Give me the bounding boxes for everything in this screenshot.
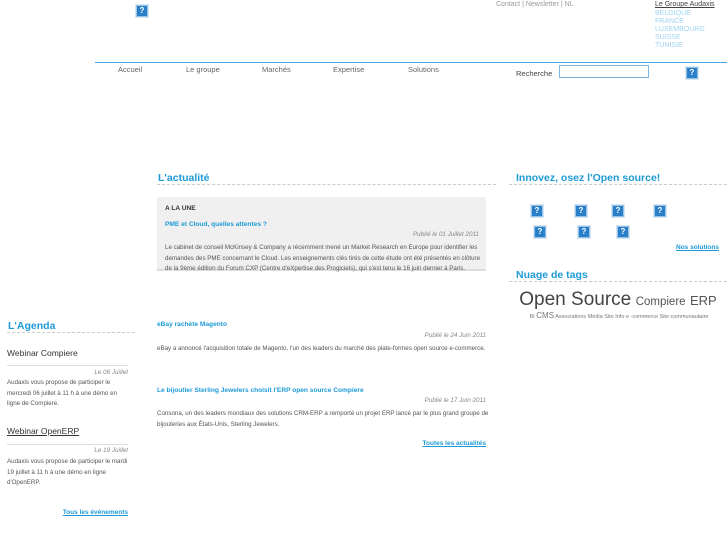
top-links[interactable]: Contact | Newsletter | NL [496, 1, 574, 8]
country-link[interactable]: BELGIQUE [655, 10, 691, 17]
tag-link[interactable]: CMS [536, 311, 555, 320]
news-headline-link[interactable]: Le bijoutier Sterling Jewelers choisit l'ERP open source Compiere [157, 387, 364, 394]
nav-item-solutions[interactable]: Solutions [408, 65, 439, 74]
agenda-title-divider [7, 332, 135, 333]
tag-link[interactable]: Média [587, 314, 603, 320]
news-title: L'actualité [158, 172, 210, 184]
tag-link[interactable]: Open Source [519, 289, 632, 310]
news-body: eBay a annoncé l'acquisition totale de Magento, l'un des leaders du marché des plate-formes open source e-commerce. [157, 345, 486, 352]
news-date: Publié le 24 Juin 2011 [424, 332, 486, 339]
solution-logo-broken-image-icon[interactable]: ? [612, 205, 624, 217]
event-title[interactable]: Webinar Compiere [7, 348, 78, 358]
search-button-broken-image-icon[interactable]: ? [686, 67, 698, 79]
solution-logo-broken-image-icon[interactable]: ? [575, 205, 587, 217]
event-date: Le 06 Juillet [94, 369, 128, 376]
search-input[interactable] [559, 65, 649, 78]
all-news-link[interactable]: Toutes les actualités [422, 440, 486, 447]
event-divider [7, 444, 128, 445]
country-link[interactable]: TUNISIE [655, 42, 683, 49]
tag-link[interactable]: Site Info [604, 314, 625, 320]
all-events-link[interactable]: Tous les événements [62, 509, 128, 516]
logo-broken-image-icon[interactable]: ? [136, 5, 148, 17]
country-link[interactable]: LUXEMBOURG [655, 26, 705, 33]
solution-logo-broken-image-icon[interactable]: ? [531, 205, 543, 217]
event-body: Audaxis vous propose de participer le mercredi 06 juillet à 11 h à une démo en ligne de Compiere. [7, 379, 117, 407]
nav-item-expertise[interactable]: Expertise [333, 65, 365, 74]
featured-label: A LA UNE [165, 205, 196, 212]
nav-item-marches[interactable]: Marchés [262, 65, 291, 74]
news-date: Publié le 17 Juin 2011 [424, 397, 486, 404]
tag-link[interactable]: e -commerce [625, 314, 659, 320]
search-label: Recherche [516, 69, 553, 78]
tags-title: Nuage de tags [516, 269, 588, 281]
tag-link[interactable]: Associations [555, 314, 587, 320]
group-title-link[interactable]: Le Groupe Audaxis [655, 1, 715, 8]
nav-item-accueil[interactable]: Accueil [118, 65, 143, 74]
solution-logo-broken-image-icon[interactable]: ? [654, 205, 666, 217]
tag-link[interactable]: BI [529, 314, 535, 320]
event-date: Le 19 Juillet [94, 447, 128, 454]
country-list [655, 10, 705, 50]
tag-link[interactable]: ERP [690, 293, 717, 308]
tag-link[interactable]: Compiere [635, 296, 686, 308]
featured-body: Le cabinet de conseil McKinsey & Company a récemment mené un Market Research en Europe pour identifier les demandes des PME concernant le Cloud. Les enseignements clés tirés de cette étude ont été présentés en clôture de la 9ème édition du Forum CXP (Centre d'eXpertise des Progiciels), qui s'est tenu le 16 juin dernier à Paris. [165, 244, 481, 272]
tag-cloud-small [524, 313, 714, 320]
solution-logo-broken-image-icon[interactable]: ? [578, 226, 590, 238]
solutions-title: Innovez, osez l'Open source! [516, 172, 661, 184]
featured-headline-link[interactable]: PME et Cloud, quelles attentes ? [165, 221, 267, 228]
featured-date: Publié le 01 Juillet 2011 [412, 231, 479, 238]
event-title-link[interactable]: Webinar OpenERP [7, 426, 80, 436]
country-link[interactable]: SUISSE [655, 34, 681, 41]
tags-title-divider [509, 281, 727, 282]
solutions-title-divider [509, 184, 727, 185]
solution-logo-broken-image-icon[interactable]: ? [617, 226, 629, 238]
news-headline-link[interactable]: eBay rachète Magento [157, 321, 227, 328]
nav-item-le-groupe[interactable]: Le groupe [186, 65, 220, 74]
tag-link[interactable]: Site communautaire [659, 314, 709, 320]
country-link[interactable]: FRANCE [655, 18, 684, 25]
solution-logo-broken-image-icon[interactable]: ? [534, 226, 546, 238]
event-body: Audaxis vous propose de participer le mardi 19 juillet à 11 h à une démo en ligne d'OpenERP. [7, 458, 128, 486]
tag-cloud [509, 291, 727, 311]
solutions-link[interactable]: Nos solutions [676, 244, 719, 251]
event-divider [7, 365, 128, 366]
nav-divider [95, 62, 727, 63]
news-title-divider [157, 184, 496, 185]
news-body: Consona, un des leaders mondiaux des solutions CRM-ERP a remporté un projet ERP lancé par le plus grand groupe de bijouteries aux États-Unis, Sterling Jewelers. [157, 410, 489, 428]
agenda-title: L'Agenda [8, 320, 56, 332]
